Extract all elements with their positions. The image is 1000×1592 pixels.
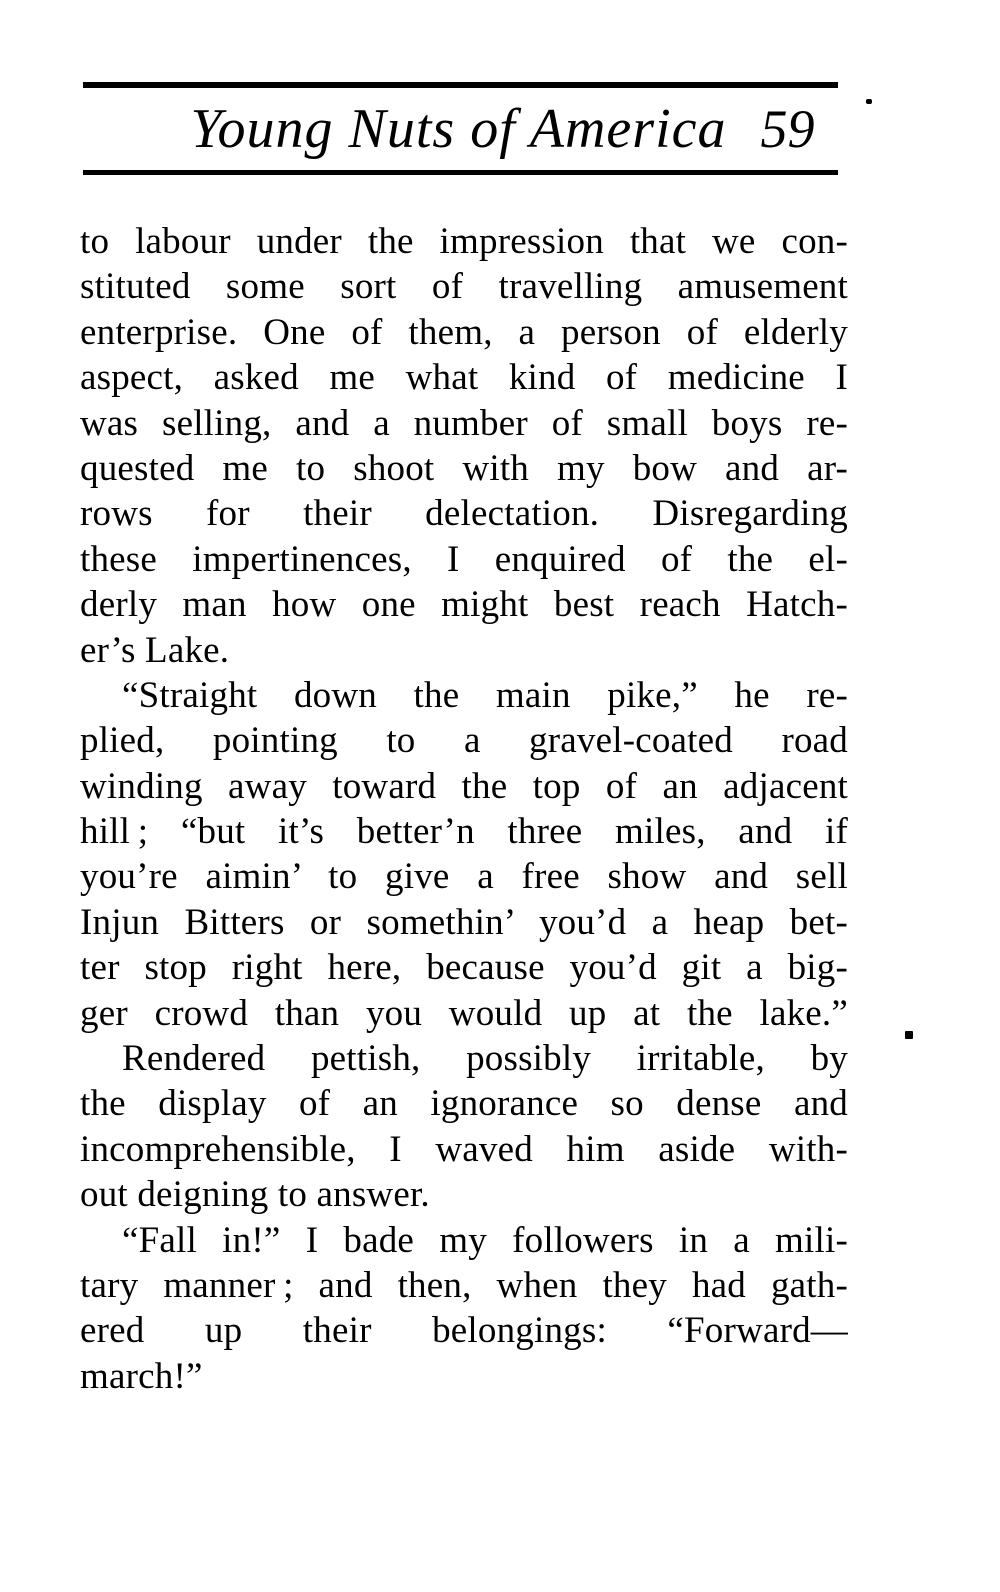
text-line: “Straight down the main pike,” he re- <box>122 674 848 716</box>
scan-speck <box>905 1031 913 1039</box>
text-line: you’re aimin’ to give a free show and sell <box>80 856 848 898</box>
running-header <box>83 82 838 175</box>
text-line: to labour under the impression that we con- <box>80 221 848 262</box>
text-line: Rendered pettish, possibly irritable, by <box>122 1038 848 1080</box>
paragraph <box>80 673 848 1036</box>
text-line: er’s Lake. <box>80 629 230 671</box>
text-line: enterprise. One of them, a person of elderly <box>80 311 848 353</box>
paragraph <box>80 1036 848 1218</box>
text-line: was selling, and a number of small boys re- <box>80 402 848 444</box>
text-line: ger crowd than you would up at the lake.” <box>80 992 848 1034</box>
text-line: rows for their delectation. Disregarding <box>80 493 848 535</box>
text-line: ter stop right here, because you’d git a big- <box>80 947 848 989</box>
paragraph <box>80 219 848 673</box>
text-line: plied, pointing to a gravel-coated road <box>80 720 848 762</box>
text-line: these impertinences, I enquired of the el- <box>80 538 848 580</box>
page-number: 59 <box>760 99 815 159</box>
body-text <box>80 219 848 1399</box>
text-line: Injun Bitters or somethin’ you’d a heap bet- <box>80 901 848 943</box>
text-line: derly man how one might best reach Hatch- <box>80 584 848 626</box>
text-line: “Fall in!” I bade my followers in a mili- <box>122 1219 848 1261</box>
page-title: Young Nuts of America <box>190 98 727 160</box>
paragraph <box>80 1218 848 1400</box>
text-line: march!” <box>80 1355 203 1397</box>
scan-speck <box>866 99 872 104</box>
text-line: aspect, asked me what kind of medicine I <box>80 357 848 399</box>
text-line: hill ; “but it’s better’n three miles, and if <box>80 811 848 853</box>
text-line: the display of an ignorance so dense and <box>80 1083 848 1125</box>
text-line: tary manner ; and then, when they had gath- <box>80 1264 848 1306</box>
text-line: out deigning to answer. <box>80 1174 430 1216</box>
text-line: quested me to shoot with my bow and ar- <box>80 447 848 489</box>
text-line: stituted some sort of travelling amusement <box>80 266 848 308</box>
text-line: incomprehensible, I waved him aside with- <box>80 1128 848 1170</box>
text-line: winding away toward the top of an adjacent <box>80 765 848 807</box>
running-header-text <box>191 97 815 161</box>
text-line: ered up their belongings: “Forward— <box>80 1310 848 1352</box>
